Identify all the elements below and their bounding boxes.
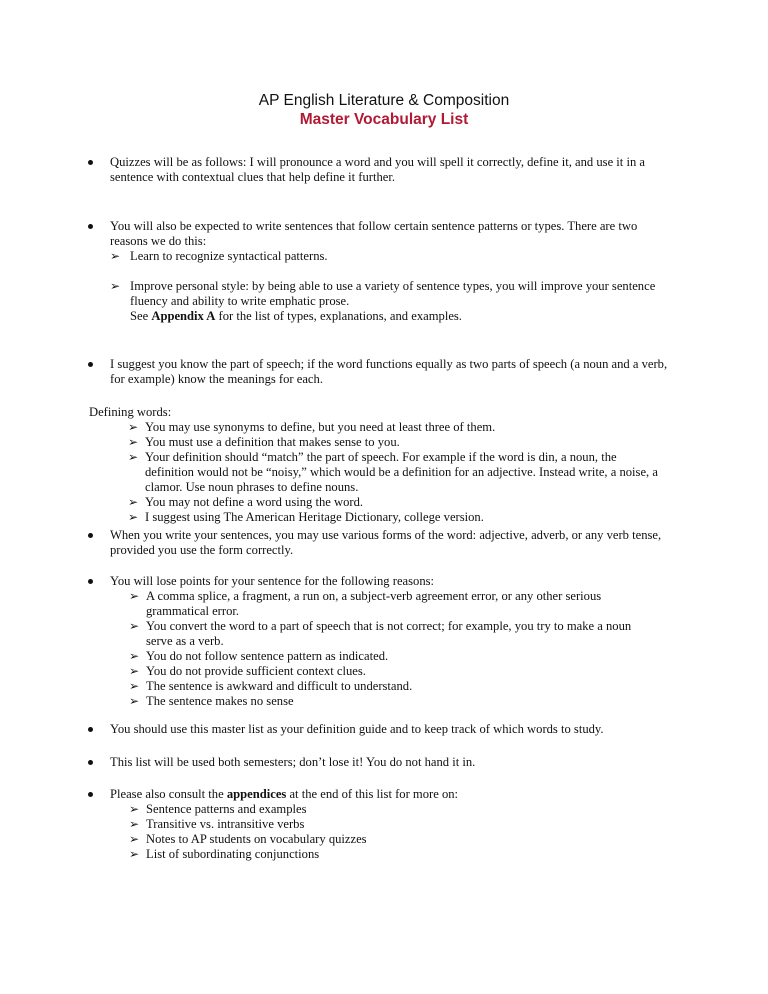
- list-item: [129, 802, 649, 817]
- list-item: [110, 249, 670, 264]
- penalty-list: [129, 589, 649, 709]
- bullet-part-of-speech: [110, 357, 670, 387]
- arrowhead-icon: ➢: [129, 589, 140, 603]
- bullet-dot-icon: [88, 792, 93, 797]
- bullet-dot-icon: [88, 224, 93, 229]
- list-item-text: You may not define a word using the word.: [145, 495, 364, 509]
- list-item: [128, 510, 658, 525]
- list-item-text: Notes to AP students on vocabulary quizzes: [146, 832, 367, 846]
- arrowhead-icon: ➢: [129, 817, 140, 831]
- list-item-text: You may use synonyms to define, but you need at least three of them.: [145, 420, 496, 434]
- arrowhead-icon: ➢: [129, 619, 140, 633]
- arrowhead-icon: ➢: [110, 279, 121, 293]
- arrowhead-icon: ➢: [110, 249, 121, 263]
- list-item-text: The sentence is awkward and difficult to understand.: [146, 679, 413, 693]
- arrowhead-icon: ➢: [128, 435, 139, 449]
- list-item-text: You must use a definition that makes sense to you.: [145, 435, 400, 449]
- list-item: [128, 450, 658, 495]
- appendices-list: [129, 802, 649, 862]
- bullet-text: You will lose points for your sentence for the following reasons:: [110, 574, 435, 588]
- bullet-dot-icon: [88, 160, 93, 165]
- arrowhead-icon: ➢: [129, 679, 140, 693]
- document-subtitle: Master Vocabulary List: [299, 111, 469, 128]
- bullet-text: Quizzes will be as follows: I will pronounce a word and you will spell it correctly, define it, and use it in a sentence with contextual clues that help define it further.: [110, 155, 645, 184]
- arrowhead-icon: ➢: [128, 495, 139, 509]
- list-item: [129, 847, 649, 862]
- list-item-text: Transitive vs. intransitive verbs: [146, 817, 305, 831]
- bullet-quizzes: [110, 155, 670, 185]
- arrowhead-icon: ➢: [129, 847, 140, 861]
- bullet-text: You will also be expected to write sentences that follow certain sentence patterns or types. There are two reasons we do this:: [110, 219, 638, 248]
- reasons-list: [110, 249, 670, 324]
- list-item-text: You convert the word to a part of speech that is not correct; for example, you try to make a noun serve as a verb.: [146, 619, 632, 648]
- list-item-text: The sentence makes no sense: [146, 694, 294, 708]
- bullet-lose-points: [110, 574, 670, 709]
- list-item: [129, 589, 649, 619]
- bullet-appendices: [110, 787, 670, 862]
- arrowhead-icon: ➢: [129, 694, 140, 708]
- list-item: [129, 817, 649, 832]
- list-item-text: Sentence patterns and examples: [146, 802, 307, 816]
- list-item: [110, 279, 670, 324]
- bullet-master-list: [110, 722, 670, 737]
- bullet-dot-icon: [88, 362, 93, 367]
- appendix-reference: See Appendix A for the list of types, explanations, and examples.: [130, 309, 462, 323]
- bullet-sentence-patterns: [110, 219, 670, 324]
- list-item: [129, 679, 649, 694]
- bullet-text: This list will be used both semesters; don’t lose it! You do not hand it in.: [110, 755, 476, 769]
- list-item-text: Learn to recognize syntactical patterns.: [130, 249, 328, 263]
- bullet-text: When you write your sentences, you may use various forms of the word: adjective, adverb, or any verb tense, provided you use the form correctly.: [110, 528, 662, 557]
- list-item: [129, 619, 649, 649]
- arrowhead-icon: ➢: [129, 649, 140, 663]
- section-heading: Defining words:: [89, 405, 172, 419]
- list-item: [128, 435, 658, 450]
- bullet-dot-icon: [88, 533, 93, 538]
- arrowhead-icon: ➢: [128, 450, 139, 464]
- bullet-text: You should use this master list as your definition guide and to keep track of which words to study.: [110, 722, 604, 736]
- bullet-dot-icon: [88, 760, 93, 765]
- arrowhead-icon: ➢: [128, 510, 139, 524]
- list-item: [129, 664, 649, 679]
- list-item: [129, 649, 649, 664]
- bullet-both-semesters: [110, 755, 670, 770]
- list-item-text: I suggest using The American Heritage Dictionary, college version.: [145, 510, 484, 524]
- list-item-text: Improve personal style: by being able to use a variety of sentence types, you will improve your sentence fluency and ability to write emphatic prose.: [130, 279, 656, 308]
- list-item: [129, 694, 649, 709]
- list-item: [129, 832, 649, 847]
- list-item-text: List of subordinating conjunctions: [146, 847, 320, 861]
- bullet-dot-icon: [88, 727, 93, 732]
- list-item-text: Your definition should “match” the part of speech. For example if the word is din, a noun, the definition would not be “noisy,” which would be a definition for an adjective. Instead write, a noise, a clamor. Use noun phrases to define nouns.: [145, 450, 658, 494]
- arrowhead-icon: ➢: [129, 802, 140, 816]
- bullet-text: Please also consult the appendices at the end of this list for more on:: [110, 787, 459, 801]
- bullet-word-forms: [110, 528, 670, 558]
- list-item-text: A comma splice, a fragment, a run on, a subject-verb agreement error, or any other serious grammatical error.: [146, 589, 602, 618]
- list-item-text: You do not provide sufficient context clues.: [146, 664, 366, 678]
- document-title: AP English Literature & Composition: [258, 92, 510, 109]
- bullet-text: I suggest you know the part of speech; if the word functions equally as two parts of speech (a noun and a verb, for example) know the meanings for each.: [110, 357, 668, 386]
- bullet-dot-icon: [88, 579, 93, 584]
- defining-list: [128, 420, 658, 525]
- list-item: [128, 495, 658, 510]
- list-item-text: You do not follow sentence pattern as indicated.: [146, 649, 389, 663]
- list-item: [128, 420, 658, 435]
- arrowhead-icon: ➢: [129, 664, 140, 678]
- document-header: [0, 91, 768, 129]
- arrowhead-icon: ➢: [128, 420, 139, 434]
- arrowhead-icon: ➢: [129, 832, 140, 846]
- defining-words-section: [89, 405, 689, 525]
